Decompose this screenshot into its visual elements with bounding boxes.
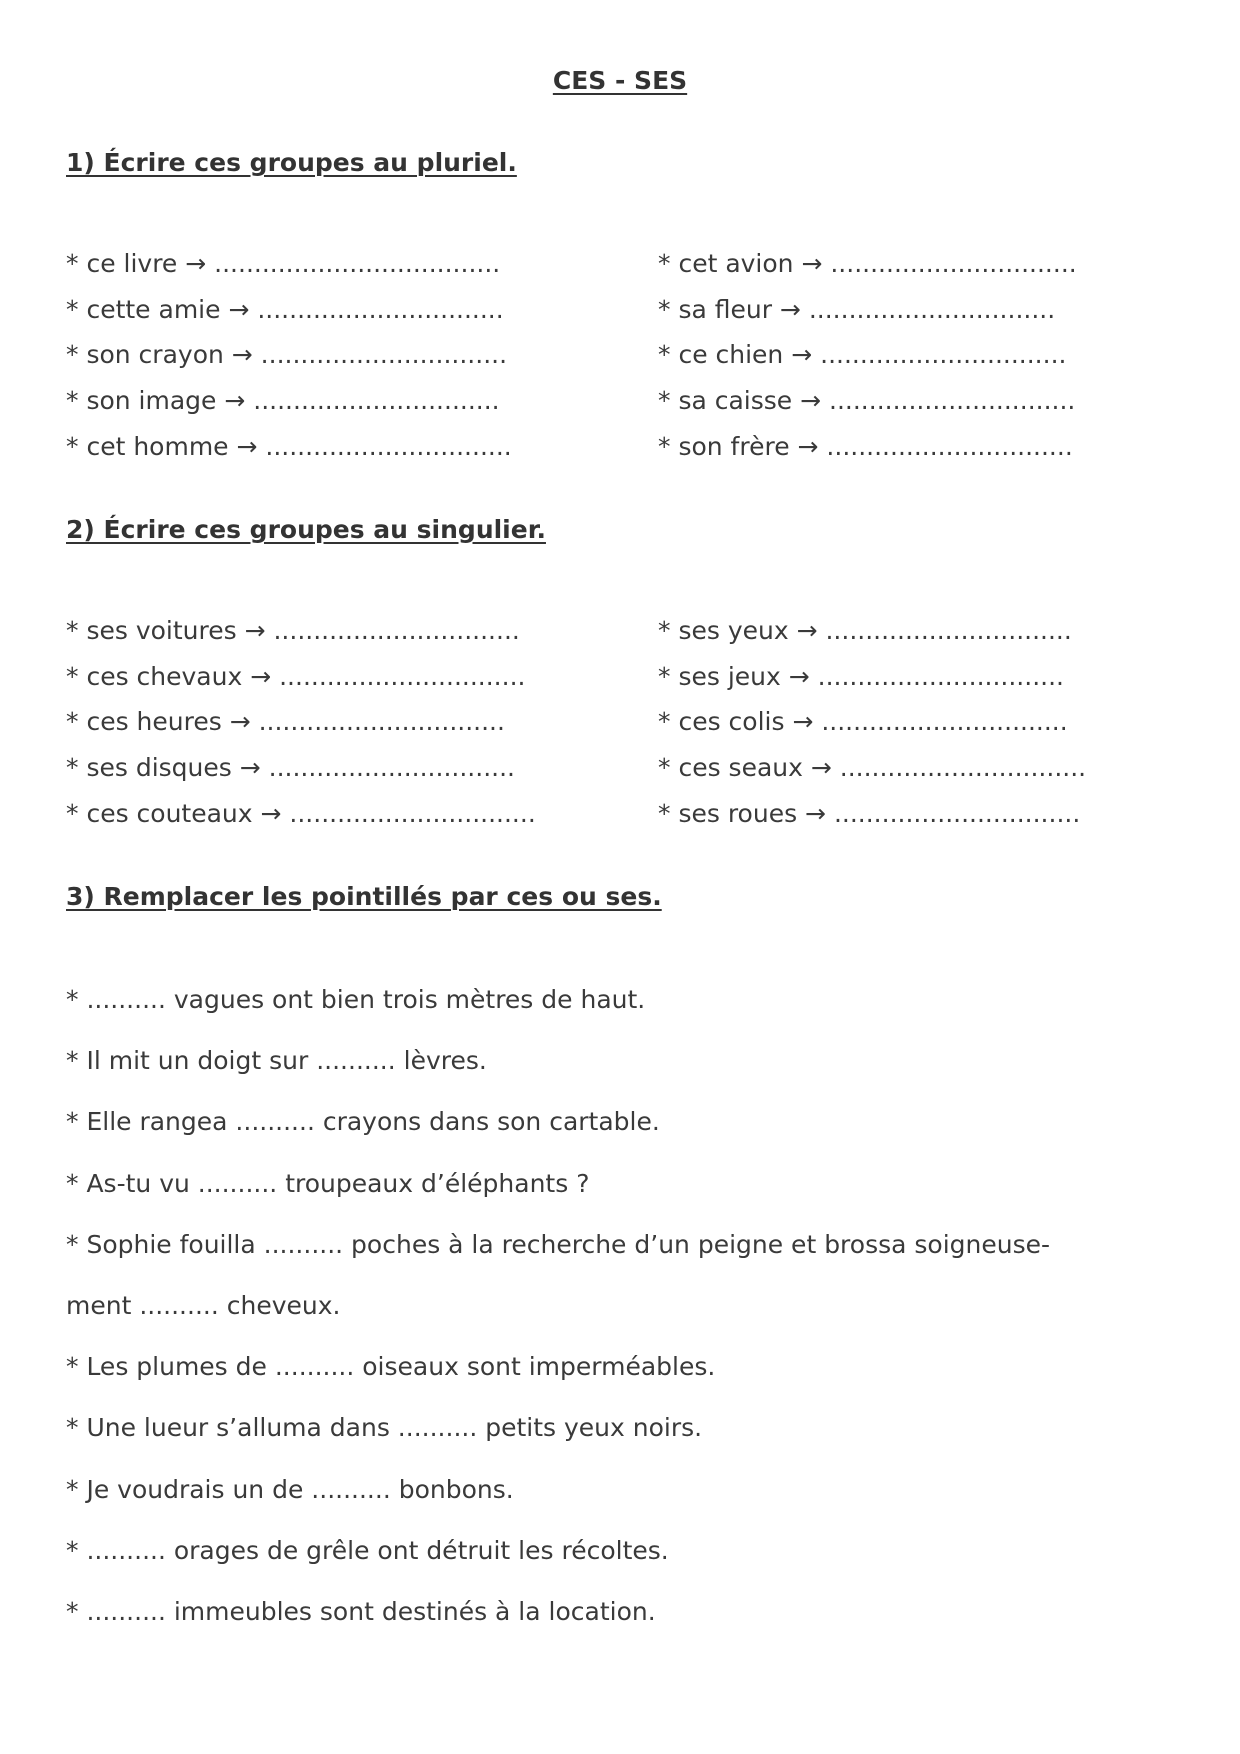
exercise-item: * ses jeux → ............................... — [658, 661, 1064, 691]
exercise-item: * ses disques → ............................... — [66, 753, 515, 783]
exercise-sentence: * As-tu vu .......... troupeaux d’éléphants ? — [66, 1168, 590, 1198]
exercise-item: * cette amie → ............................... — [66, 294, 504, 324]
exercise-sentence: * Il mit un doigt sur .......... lèvres. — [66, 1046, 487, 1076]
exercise-item: * ces heures → ............................... — [66, 707, 505, 737]
section-1-exercise-grid — [66, 241, 1166, 469]
exercise-item: * ses yeux → ............................... — [658, 616, 1072, 645]
exercise-item: * ces colis → ............................... — [658, 707, 1068, 737]
exercise-item: * sa caisse → ............................... — [658, 386, 1076, 416]
section-2-heading: 2) Écrire ces groupes au singulier. — [66, 515, 546, 544]
exercise-item: * ce livre → .................................... — [66, 249, 501, 278]
exercise-item: * ses roues → ............................... — [658, 798, 1081, 828]
exercise-item: * cet avion → ............................... — [658, 249, 1077, 278]
exercise-item: * son image → ............................... — [66, 386, 500, 416]
exercise-sentence: * Une lueur s’alluma dans .......... petits yeux noirs. — [66, 1413, 703, 1443]
exercise-item: * son crayon → ............................... — [66, 340, 508, 370]
page-title: CES - SES — [552, 66, 688, 95]
exercise-sentence: * .......... orages de grêle ont détruit les récoltes. — [66, 1535, 669, 1565]
section-2-exercise-grid — [66, 608, 1166, 836]
exercise-item: * son frère → ............................... — [658, 431, 1073, 461]
exercise-item: * cet homme → ............................... — [66, 431, 512, 461]
exercise-item: * ces chevaux → ............................... — [66, 661, 526, 691]
section-3-heading: 3) Remplacer les pointillés par ces ou ses. — [66, 882, 662, 911]
exercise-item: * ces seaux → ............................... — [658, 753, 1087, 783]
exercise-sentence: * Elle rangea .......... crayons dans son cartable. — [66, 1107, 660, 1137]
section-1-heading: 1) Écrire ces groupes au pluriel. — [66, 148, 517, 177]
exercise-sentence: * .......... vagues ont bien trois mètres de haut. — [66, 985, 646, 1014]
exercise-sentence: * .......... immeubles sont destinés à la location. — [66, 1596, 656, 1626]
section-3-sentence-list — [66, 969, 1166, 1642]
exercise-sentence: * Les plumes de .......... oiseaux sont imperméables. — [66, 1352, 716, 1382]
exercise-sentence: * Je voudrais un de .......... bonbons. — [66, 1474, 514, 1504]
exercise-sentence: * Sophie fouilla .......... poches à la recherche d’un peigne et brossa soigneuse- — [66, 1229, 1051, 1259]
exercise-item: * ses voitures → ............................... — [66, 616, 520, 645]
exercise-item: * sa fleur → ............................... — [658, 294, 1056, 324]
exercise-sentence-continuation: ment .......... cheveux. — [66, 1290, 341, 1320]
exercise-item: * ce chien → ............................... — [658, 340, 1067, 370]
exercise-item: * ces couteaux → ............................... — [66, 798, 536, 828]
